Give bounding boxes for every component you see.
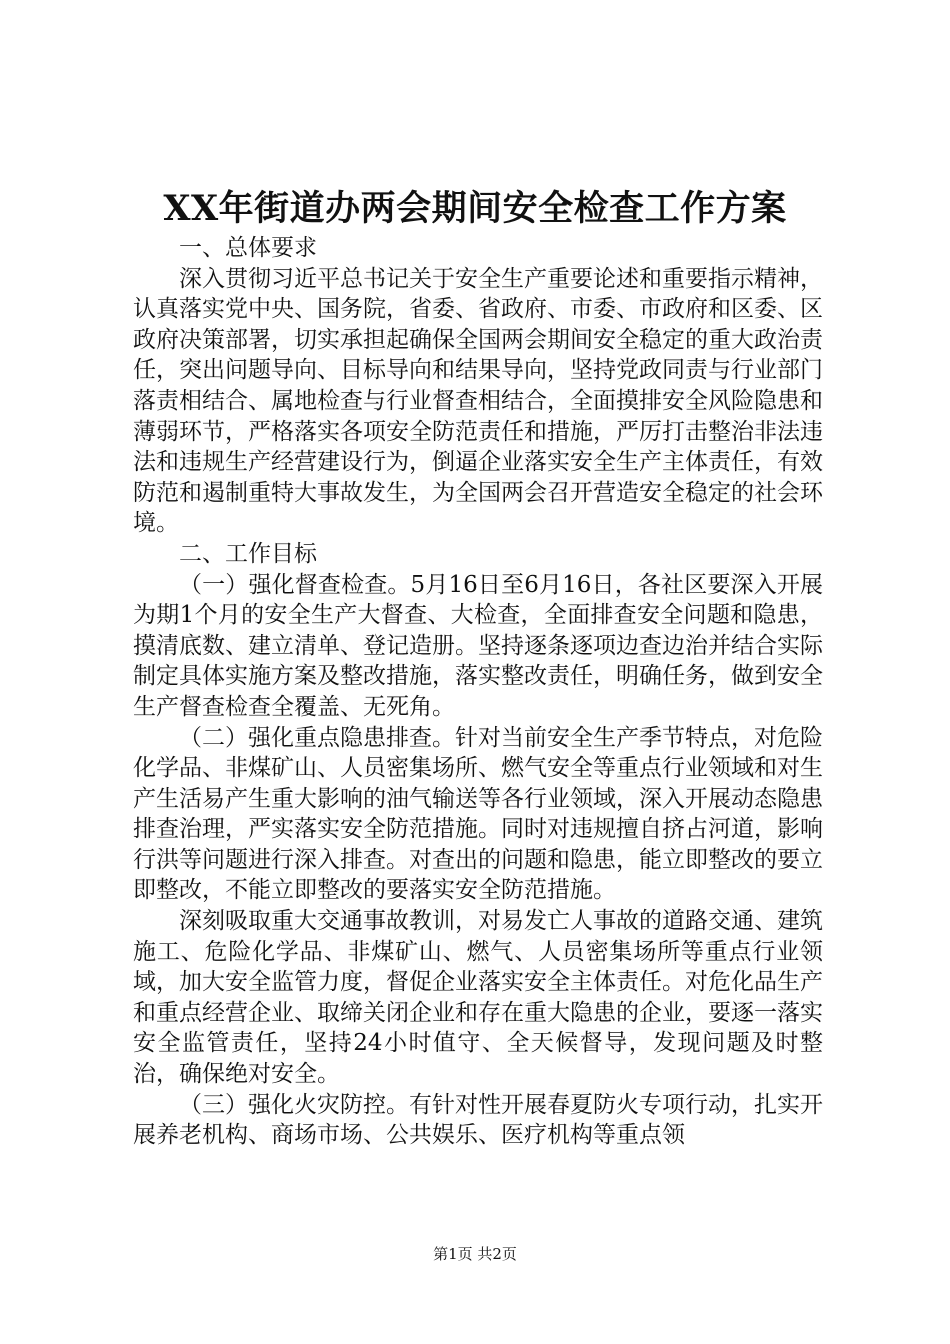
document-body	[133, 233, 823, 1151]
page-number-footer: 第1页 共2页	[433, 1245, 517, 1263]
paragraph-traffic-accident-lessons: 深刻吸取重大交通事故教训，对易发亡人事故的道路交通、建筑施工、危险化学品、非煤矿山、燃气、人员密集场所等重点行业领域，加大安全监管力度，督促企业落实安全主体责任。对危化品生产和重点经营企业、取缔关闭企业和存在重大隐患的企业，要逐一落实安全监管责任，坚持24小时值守、全天候督导，发现问题及时整治，确保绝对安全。	[133, 908, 823, 1088]
section-heading-general-requirements: 一、总体要求	[179, 235, 317, 261]
paragraph-key-hazard-screening: （二）强化重点隐患排查。针对当前安全生产季节特点，对危险化学品、非煤矿山、人员密集场所、燃气安全等重点行业领域和对生产生活易产生重大影响的油气输送等各行业领域，深入开展动态隐患排查治理，严实落实安全防范措施。同时对违规擅自挤占河道，影响行洪等问题进行深入排查。对查出的问题和隐患，能立即整改的要立即整改，不能立即整改的要落实安全防范措施。	[133, 724, 823, 904]
section-heading-work-goals: 二、工作目标	[179, 540, 317, 567]
paragraph-general-requirements: 深入贯彻习近平总书记关于安全生产重要论述和重要指示精神，认真落实党中央、国务院，省委、省政府、市委、市政府和区委、区政府决策部署，切实承担起确保全国两会期间安全稳定的重大政治责任，突出问题导向、目标导向和结果导向，坚持党政同责与行业部门落责相结合、属地检查与行业督查相结合，全面摸排安全风险隐患和薄弱环节，严格落实各项安全防范责任和措施，严厉打击整治非法违法和违规生产经营建设行为，倒逼企业落实安全生产主体责任，有效防范和遏制重特大事故发生，为全国两会召开营造安全稳定的社会环境。	[133, 265, 823, 537]
paragraph-supervision-inspection: （一）强化督查检查。5月16日至6月16日，各社区要深入开展为期1个月的安全生产大督查、大检查，全面排查安全问题和隐患，摸清底数、建立清单、登记造册。坚持逐条逐项边查边治并结合实际制定具体实施方案及整改措施，落实整改责任，明确任务，做到安全生产督查检查全覆盖、无死角。	[133, 571, 823, 720]
paragraph-fire-prevention: （三）强化火灾防控。有针对性开展春夏防火专项行动，扎实开展养老机构、商场市场、公共娱乐、医疗机构等重点领	[133, 1091, 823, 1149]
document-title: XX年街道办两会期间安全检查工作方案	[163, 188, 787, 229]
